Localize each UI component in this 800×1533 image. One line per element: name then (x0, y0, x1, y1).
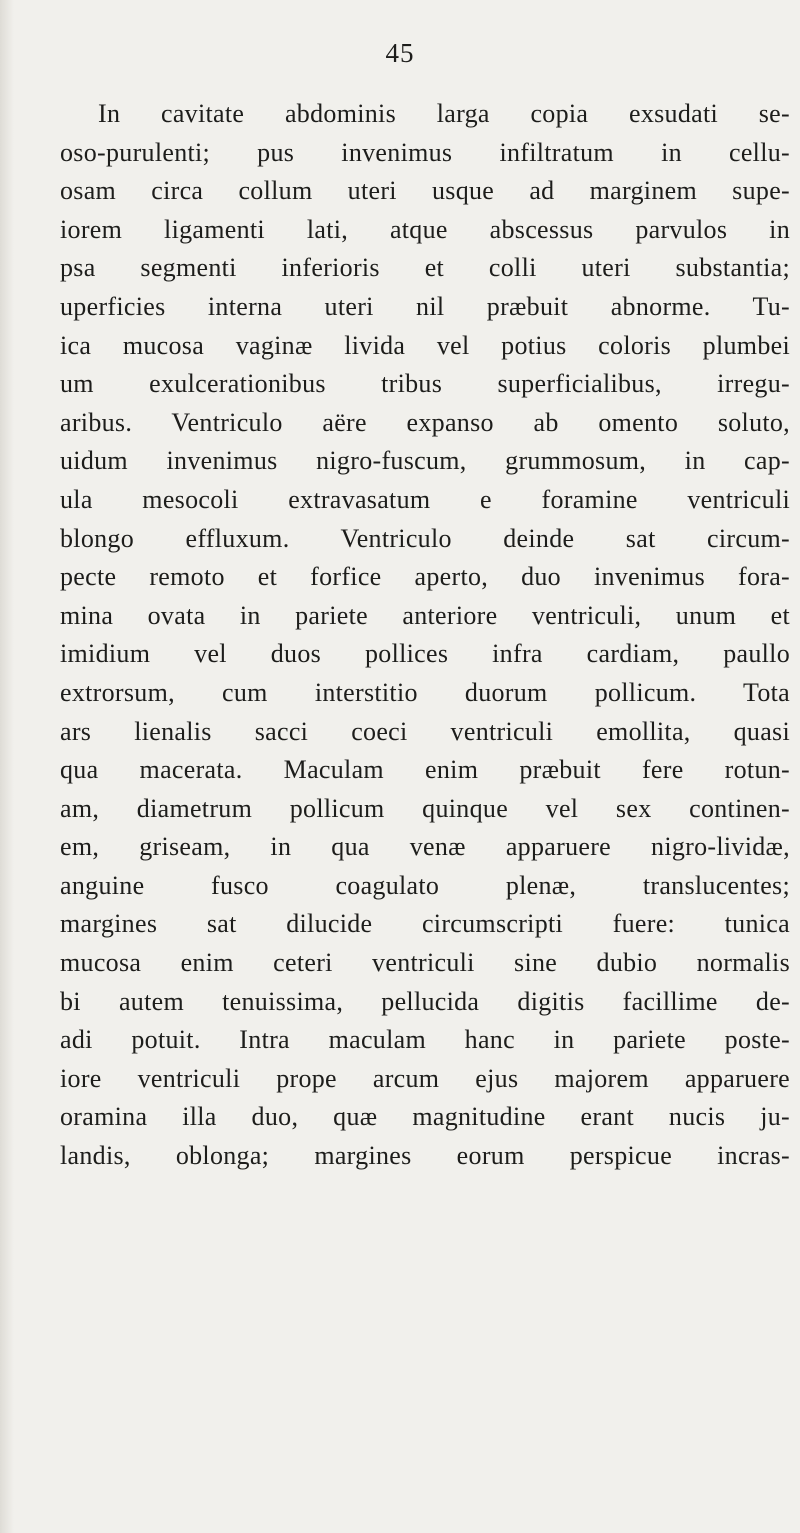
text-line: uidum invenimus nigro-fuscum, grummosum, in cap- (60, 446, 790, 476)
text-line: bi autem tenuissima, pellucida digitis facillime de- (60, 986, 790, 1016)
text-line: osam circa collum uteri usque ad marginem supe- (60, 176, 790, 206)
text-line: margines sat dilucide circumscripti fuere: tunica (60, 909, 790, 939)
text-line: um exulcerationibus tribus superficialibus, irregu- (60, 369, 790, 399)
text-line: imidium vel duos pollices infra cardiam, paullo (60, 639, 790, 669)
text-line: aribus. Ventriculo aëre expanso ab omento soluto, (60, 407, 790, 437)
text-line: In cavitate abdominis larga copia exsudati se- (98, 99, 790, 128)
text-line: am, diametrum pollicum quinque vel sex continen- (60, 793, 790, 823)
text-line: ica mucosa vaginæ livida vel potius coloris plumbei (60, 330, 790, 360)
text-line: ula mesocoli extravasatum e foramine ventriculi (60, 484, 790, 514)
text-line: psa segmenti inferioris et colli uteri substantia; (60, 253, 790, 283)
text-line: ars lienalis sacci coeci ventriculi emollita, quasi (60, 716, 790, 746)
text-line: iore ventriculi prope arcum ejus majorem apparuere (60, 1063, 790, 1093)
body-text (2, 95, 798, 1176)
text-line: mucosa enim ceteri ventriculi sine dubio normalis (60, 948, 790, 978)
text-line: pecte remoto et forfice aperto, duo invenimus fora- (60, 562, 790, 592)
text-line: em, griseam, in qua venæ apparuere nigro-lividæ, (60, 832, 790, 862)
text-line: landis, oblonga; margines eorum perspicue incras- (60, 1141, 790, 1171)
text-line: extrorsum, cum interstitio duorum pollicum. Tota (60, 677, 790, 707)
text-line: qua macerata. Maculam enim præbuit fere rotun- (60, 755, 790, 785)
text-line: adi potuit. Intra maculam hanc in pariete poste- (60, 1025, 790, 1055)
text-line: uperficies interna uteri nil præbuit abnorme. Tu- (60, 291, 790, 321)
text-line: oso-purulenti; pus invenimus infiltratum in cellu- (60, 137, 790, 167)
text-line: blongo effluxum. Ventriculo deinde sat circum- (60, 523, 790, 553)
text-line: anguine fusco coagulato plenæ, translucentes; (60, 870, 790, 900)
text-line: iorem ligamenti lati, atque abscessus parvulos in (60, 214, 790, 244)
text-line: mina ovata in pariete anteriore ventriculi, unum et (60, 600, 790, 630)
text-line: oramina illa duo, quæ magnitudine erant nucis ju- (60, 1102, 790, 1132)
page-number: 45 (385, 38, 415, 68)
